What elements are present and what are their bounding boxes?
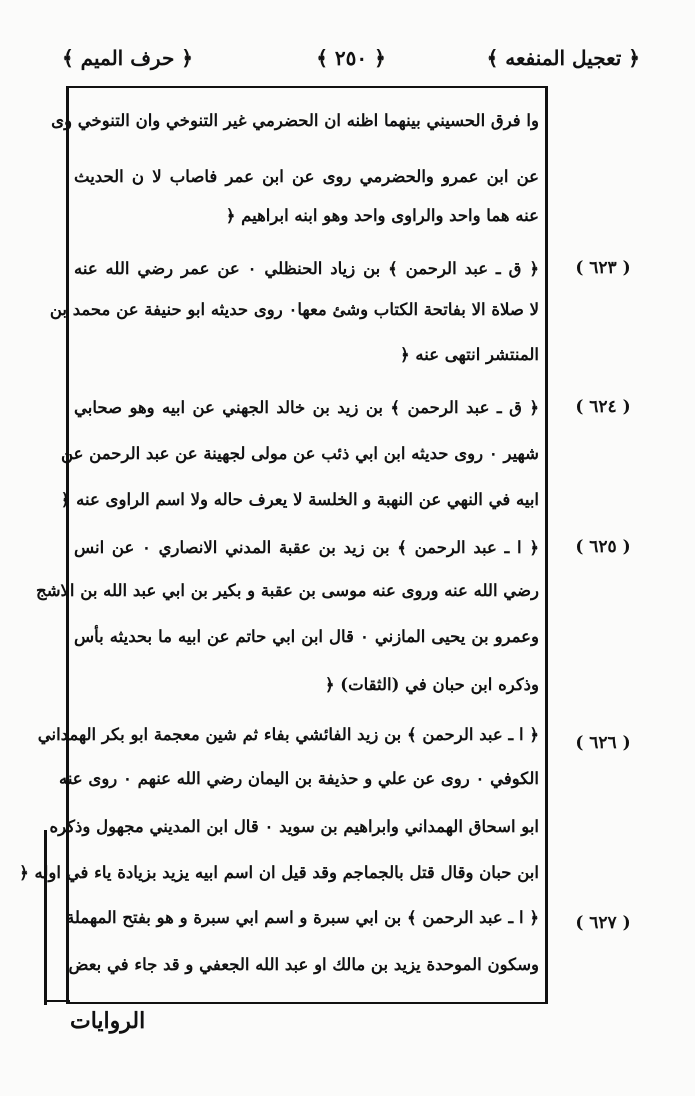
text-line: عن ابن عمرو والحضرمي روى عن ابن عمر فاصاب لا ن الحديث bbox=[74, 167, 539, 186]
page-number: ﴿ ٢٥٠ ﴾ bbox=[316, 46, 386, 70]
catchword: الروايات bbox=[70, 1008, 146, 1034]
entry-number-626: ( ٦٢٦ ) bbox=[575, 733, 631, 753]
text-line: ﴿ ق ـ عبد الرحمن ﴾ بن زياد الحنظلي ۰ عن عمر رضي الله عنه bbox=[74, 259, 539, 278]
text-line: وعمرو بن يحيى المازني ۰ قال ابن ابي حاتم عن ابيه ما بحديثه بأس bbox=[74, 627, 539, 646]
book-title: ﴿ تعجيل المنفعه ﴾ bbox=[486, 46, 640, 70]
text-line: رضي الله عنه وروى عنه موسى بن عقبة و بكير بن ابي عبد الله بن الاشج bbox=[36, 581, 539, 600]
margin-rule-foot bbox=[44, 1000, 70, 1002]
text-line: عنه هما واحد والراوى واحد وهو ابنه ابراهيم ﴿ bbox=[225, 206, 539, 225]
entry-number-624: ( ٦٢٤ ) bbox=[575, 397, 631, 417]
text-line: ابو اسحاق الهمداني وابراهيم بن سويد ۰ قال ابن المديني مجهول وذكره bbox=[49, 817, 539, 836]
chapter-title: ﴿ حرف الميم ﴾ bbox=[62, 46, 194, 70]
text-line: ﴿ ا ـ عبد الرحمن ﴾ بن زيد بن عقبة المدني الانصاري ۰ عن انس bbox=[74, 538, 539, 557]
text-line: وا فرق الحسيني بينهما اظنه ان الحضرمي غير التنوخي وان التنوخي وى bbox=[51, 111, 539, 130]
entry-number-625: ( ٦٢٥ ) bbox=[575, 537, 631, 557]
entry-number-627: ( ٦٢٧ ) bbox=[575, 913, 631, 933]
page-header bbox=[56, 38, 646, 86]
margin-rule bbox=[44, 830, 47, 1005]
text-line: ابن حبان وقال قتل بالجماجم وقد قيل ان اسم ابيه يزيد بزيادة ياء في اوله ﴿ bbox=[19, 863, 539, 882]
text-line: ﴿ ق ـ عبد الرحمن ﴾ بن زيد بن خالد الجهني عن ابيه وهو صحابي bbox=[74, 398, 539, 417]
text-line: ابيه في النهي عن النهبة و الخلسة لا يعرف حاله ولا اسم الراوى عنه ﴿ bbox=[60, 490, 539, 509]
entry-number-623: ( ٦٢٣ ) bbox=[575, 258, 631, 278]
text-line: الكوفي ۰ روى عن علي و حذيفة بن اليمان رضي الله عنهم ۰ روى عنه bbox=[58, 769, 539, 788]
text-line: وذكره ابن حبان في (الثقات) ﴿ bbox=[324, 675, 539, 694]
text-line: المنتشر انتهى عنه ﴿ bbox=[399, 345, 539, 364]
text-line: ﴿ ا ـ عبد الرحمن ﴾ بن زيد الفائشي بفاء ثم شين معجمة ابو بكر الهمداني bbox=[37, 725, 539, 744]
text-line: لا صلاة الا بفاتحة الكتاب وشئ معها۰ روى حديثه ابو حنيفة عن محمد بن bbox=[49, 300, 539, 319]
text-line: شهير ۰ روى حديثه ابن ابي ذئب عن مولى لجهينة عن عبد الرحمن عن bbox=[61, 444, 539, 463]
text-line: وسكون الموحدة يزيد بن مالك او عبد الله الجعفي و قد جاء في بعض bbox=[68, 955, 539, 974]
text-line: ﴿ ا ـ عبد الرحمن ﴾ بن ابي سبرة و اسم ابي سبرة و هو بفتح المهملة bbox=[65, 908, 539, 927]
